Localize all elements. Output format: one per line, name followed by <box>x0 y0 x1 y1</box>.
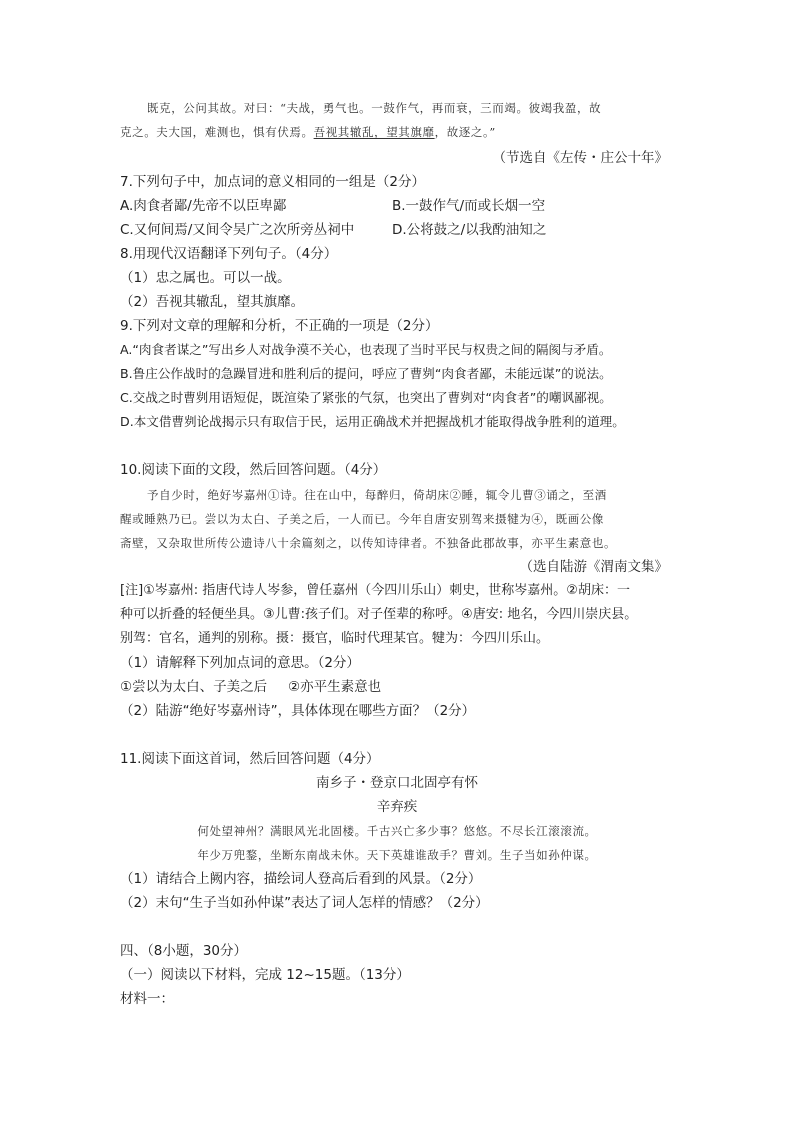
q7-option-d: D.公将鼓之/以我酌油知之 <box>392 222 547 238</box>
poem-line-1: 何处望神州？满眼风光北固楼。千古兴亡多少事？悠悠。不尽长江滚滚流。 <box>197 824 597 838</box>
section-4-heading: 四、（8小题，30分） <box>120 943 248 959</box>
q7-stem: 7.下列句子中，加点词的意义相同的一组是（2分） <box>120 174 425 190</box>
passage-line-2 <box>120 124 496 140</box>
q10-sub-1: （1）请解释下列加点词的意思。（2分） <box>120 655 360 671</box>
q10-sub-1-b: ②亦平生素意也 <box>288 679 382 695</box>
passage-source: （节选自《左传・庄公十年》 <box>492 150 668 166</box>
q10-passage-line-3: 斋壁，又杂取世所传公遗诗八十余篇刻之，以传知诗律者。不独备此郡故事，亦平生素意也。 <box>120 536 617 550</box>
q7-option-a: A.肉食者鄙/先帝不以臣卑鄙 <box>120 198 287 214</box>
q9-stem: 9.下列对文章的理解和分析，不正确的一项是（2分） <box>120 318 439 334</box>
q9-option-b: B.鲁庄公作战时的急躁冒进和胜利后的提问，呼应了曹刿“肉食者鄙，未能远谋”的说法。 <box>120 366 612 381</box>
q8-stem: 8.用现代汉语翻译下列句子。（4分） <box>120 246 338 262</box>
q10-note-line-1: [注]①岑嘉州: 指唐代诗人岑参，曾任嘉州（今四川乐山）刺史，世称岑嘉州。②胡床：一 <box>120 583 630 598</box>
q10-note-line-3: 别驾：官名，通判的别称。摄：摄官，临时代理某官。犍为：今四川乐山。 <box>120 631 550 646</box>
passage-line-2-a: 克之。夫大国，难测也，惧有伏焉。 <box>120 125 314 139</box>
q10-note-line-2: 种可以折叠的轻便坐具。③儿曹:孩子们。对子侄辈的称呼。④唐安: 地名，今四川崇庆县。 <box>120 607 638 622</box>
q10-passage-line-1: 予自少时，绝好岑嘉州①诗。往在山中，每醉归，倚胡床②睡，辄令儿曹③诵之，至酒 <box>147 488 607 502</box>
material-1-label: 材料一： <box>120 991 174 1007</box>
q7-option-b: B.一鼓作气/而或长烟一空 <box>392 198 546 214</box>
q11-stem: 11.阅读下面这首词，然后回答问题（4分） <box>120 751 380 767</box>
q9-option-d: D.本文借曹刿论战揭示只有取信于民，运用正确战术并把握战机才能取得战争胜利的道理。 <box>120 414 625 429</box>
q8-sentence-2: （2）吾视其辙乱，望其旗靡。 <box>120 294 305 310</box>
poem-title: 南乡子・登京口北固亭有怀 <box>316 775 478 791</box>
q10-stem: 10.阅读下面的文段，然后回答问题。（4分） <box>120 462 387 478</box>
passage-line-1: 既克，公问其故。对曰：“夫战，勇气也。一鼓作气，再而衰，三而竭。彼竭我盈，故 <box>147 101 602 115</box>
section-4-sub: （一）阅读以下材料，完成 12~15题。（13分） <box>120 967 410 983</box>
q11-sub-1: （1）请结合上阙内容，描绘词人登高后看到的风景。（2分） <box>120 871 482 887</box>
poem-line-2: 年少万兜鍪，坐断东南战未休。天下英雄谁敌手？曹刘。生子当如孙仲谋。 <box>197 848 597 862</box>
q7-option-c: C.又何间焉/又间令吴广之次所旁丛祠中 <box>120 222 355 238</box>
q10-sub-1-a: ①尝以为太白、子美之后 <box>120 679 268 695</box>
poem-author: 辛弃疾 <box>376 799 418 815</box>
q9-option-a: A.“肉食者谋之”写出乡人对战争漠不关心，也表现了当时平民与权贵之间的隔阂与矛盾。 <box>120 342 612 357</box>
passage-line-2-c: ，故逐之。” <box>434 125 496 139</box>
q8-sentence-1: （1）忠之属也。可以一战。 <box>120 270 291 286</box>
q9-option-c: C.交战之时曹刿用语短促，既渲染了紧张的气氛，也突出了曹刿对“肉食者”的嘲讽鄙视。 <box>120 390 612 405</box>
q10-sub-2: （2）陆游“绝好岑嘉州诗”，具体体现在哪些方面？（2分） <box>120 703 476 719</box>
q10-source: （选自陆游《渭南文集》 <box>519 559 668 575</box>
passage-line-2-underlined: 吾视其辙乱，望其旗靡 <box>313 125 435 139</box>
q11-sub-2: （2）末句“生子当如孙仲谋”表达了词人怎样的情感？（2分） <box>120 895 489 911</box>
q10-passage-line-2: 醒或睡熟乃已。尝以为太白、子美之后，一人而已。今年自唐安别驾来摄犍为④，既画公像 <box>120 512 604 526</box>
